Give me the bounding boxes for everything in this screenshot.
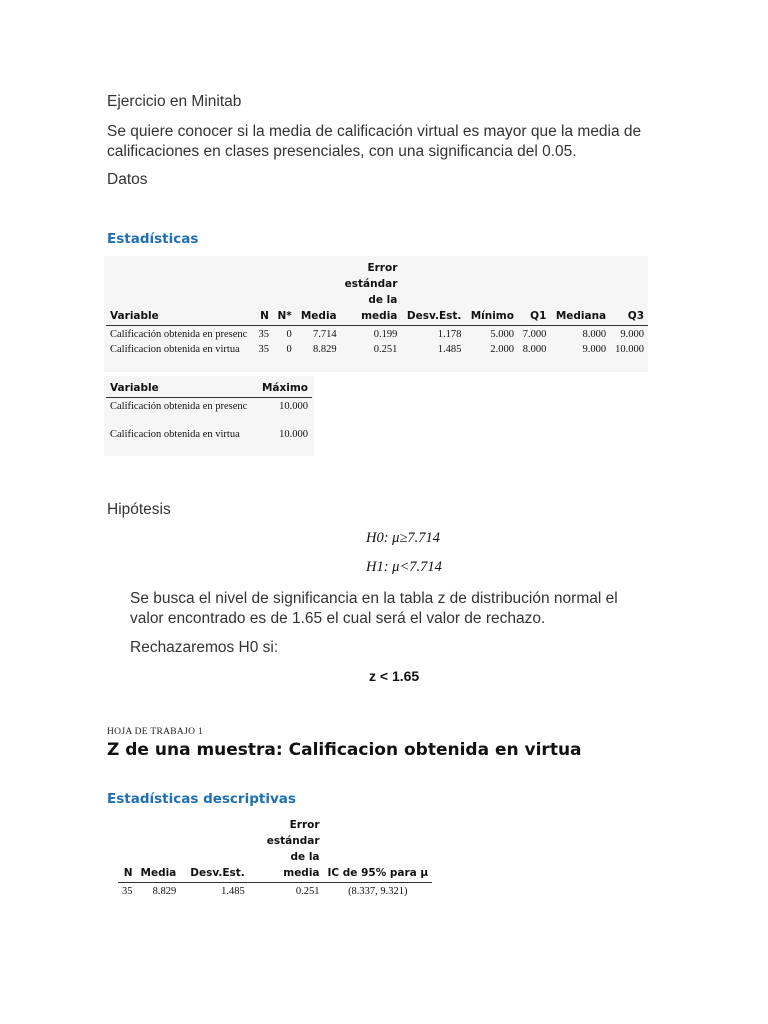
cell-n: 35 bbox=[122, 886, 133, 897]
stats-section-title: Estadísticas bbox=[107, 231, 199, 247]
col-header-n-missing: N* bbox=[273, 260, 296, 326]
cell-variable: Calificacion obtenida en virtua bbox=[110, 429, 240, 440]
stats-max-table bbox=[106, 380, 312, 441]
table-row bbox=[106, 426, 312, 441]
stats-table bbox=[106, 260, 648, 356]
worksheet-label: HOJA DE TRABAJO 1 bbox=[107, 727, 203, 737]
significance-text: Se busca el nivel de significancia en la tabla z de distribución normal el valor encontrado es de 1.65 el cual será el valor de rechazo. bbox=[130, 590, 618, 627]
cell-stdev: 1.485 bbox=[221, 886, 245, 897]
col-header-n: N bbox=[118, 817, 137, 883]
cell-median: 8.000 bbox=[582, 329, 607, 340]
col-header-max: Máximo bbox=[256, 380, 312, 398]
cell-n: 35 bbox=[258, 344, 269, 355]
col-header-min: Mínimo bbox=[465, 260, 518, 326]
descriptive-stats-table bbox=[118, 817, 432, 898]
cell-n-missing: 0 bbox=[286, 329, 292, 340]
table-row bbox=[106, 326, 648, 342]
cell-max: 10.000 bbox=[279, 429, 308, 440]
datos-heading: Datos bbox=[107, 171, 148, 188]
cell-min: 5.000 bbox=[490, 329, 514, 340]
cell-mean: 8.829 bbox=[313, 344, 337, 355]
col-header-mean: Media bbox=[296, 260, 341, 326]
cell-median: 9.000 bbox=[582, 344, 607, 355]
cell-se-mean: 0.251 bbox=[295, 886, 320, 897]
cell-q3: 10.000 bbox=[615, 344, 644, 355]
cell-q1: 8.000 bbox=[522, 344, 547, 355]
table-row bbox=[118, 883, 432, 899]
cell-n-missing: 0 bbox=[286, 344, 292, 355]
null-hypothesis: H0: μ≥7.714 bbox=[366, 530, 441, 546]
col-header-variable: Variable bbox=[106, 380, 256, 398]
cell-n: 35 bbox=[258, 329, 269, 340]
worksheet-title: Z de una muestra: Calificacion obtenida en virtua bbox=[107, 740, 582, 760]
col-header-variable: Variable bbox=[106, 260, 254, 326]
cell-stdev: 1.485 bbox=[437, 344, 462, 355]
cell-min: 2.000 bbox=[490, 344, 514, 355]
cell-q1: 7.000 bbox=[522, 329, 547, 340]
cell-mean: 7.714 bbox=[313, 329, 337, 340]
rejection-intro: Rechazaremos H0 si: bbox=[130, 639, 279, 656]
stats-table-panel bbox=[104, 256, 648, 372]
cell-max: 10.000 bbox=[279, 401, 308, 412]
cell-variable: Calificacion obtenida en virtua bbox=[110, 344, 240, 355]
descriptive-stats-title: Estadísticas descriptivas bbox=[107, 791, 296, 807]
table-row bbox=[106, 341, 648, 356]
col-header-ci: IC de 95% para μ bbox=[324, 817, 433, 883]
cell-q3: 9.000 bbox=[620, 329, 644, 340]
col-header-stdev: Desv.Est. bbox=[401, 260, 465, 326]
alternative-hypothesis: H1: μ<7.714 bbox=[366, 559, 442, 575]
col-header-se-mean: Error estándar de la media bbox=[341, 260, 402, 326]
cell-variable: Calificación obtenida en presenc bbox=[110, 401, 248, 412]
cell-se-mean: 0.251 bbox=[373, 344, 398, 355]
col-header-median: Mediana bbox=[550, 260, 610, 326]
cell-mean: 8.829 bbox=[152, 886, 177, 897]
exercise-title: Ejercicio en Minitab bbox=[107, 93, 242, 110]
col-header-q1: Q1 bbox=[518, 260, 550, 326]
cell-variable: Calificación obtenida en presenc bbox=[110, 329, 248, 340]
col-header-n: N bbox=[254, 260, 273, 326]
col-header-mean: Media bbox=[137, 817, 181, 883]
col-header-se-mean: Error estándar de la media bbox=[249, 817, 324, 883]
cell-ci: (8.337, 9.321) bbox=[348, 886, 408, 897]
stats-max-panel bbox=[104, 376, 314, 456]
cell-stdev: 1.178 bbox=[437, 329, 462, 340]
exercise-description: Se quiere conocer si la media de calificación virtual es mayor que la media de calificaciones en clases presenciales, con una significancia del 0.05. bbox=[107, 123, 642, 160]
col-header-stdev: Desv.Est. bbox=[180, 817, 249, 883]
rejection-rule: z < 1.65 bbox=[369, 668, 420, 684]
cell-se-mean: 0.199 bbox=[373, 329, 398, 340]
col-header-q3: Q3 bbox=[610, 260, 648, 326]
table-row bbox=[106, 398, 312, 427]
hypothesis-heading: Hipótesis bbox=[107, 501, 171, 518]
